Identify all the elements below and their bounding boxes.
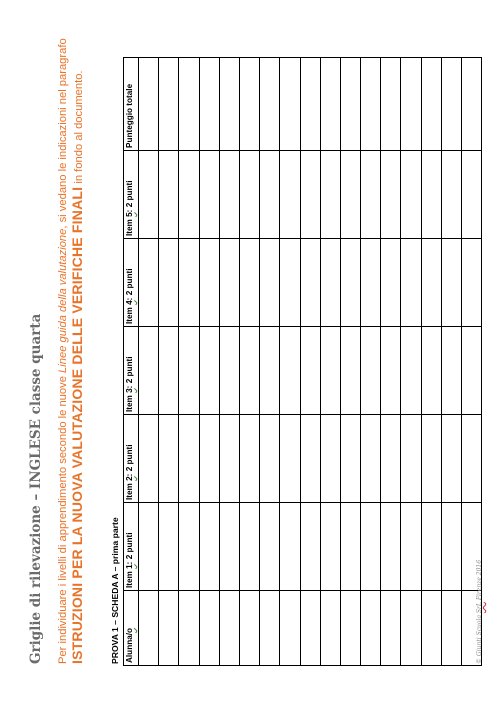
table-cell <box>381 415 401 503</box>
table-cell <box>179 503 199 591</box>
table-cell <box>280 151 300 239</box>
table-cell <box>280 239 300 327</box>
table-cell <box>280 58 300 151</box>
table-row <box>421 58 441 666</box>
table-cell <box>219 327 239 415</box>
intro-text-3: in fondo al documento. <box>73 70 85 187</box>
table-cell <box>361 151 381 239</box>
table-row <box>361 58 381 666</box>
table-cell <box>239 415 259 503</box>
table-cell <box>340 327 360 415</box>
table-row <box>320 58 340 666</box>
table-cell <box>159 327 179 415</box>
header-item-4: Item 4: 2 punti <box>124 239 139 327</box>
table-cell <box>199 327 219 415</box>
table-cell <box>401 415 421 503</box>
table-cell <box>361 591 381 666</box>
header-item-3: Item 3: 2 punti <box>124 327 139 415</box>
table-cell <box>219 151 239 239</box>
table-cell <box>139 239 159 327</box>
table-cell <box>441 327 461 415</box>
table-cell <box>320 591 340 666</box>
table-cell <box>401 327 421 415</box>
table-cell <box>421 58 441 151</box>
table-cell <box>381 503 401 591</box>
table-cell <box>159 58 179 151</box>
table-cell <box>199 151 219 239</box>
table-cell <box>320 327 340 415</box>
table-cell <box>139 151 159 239</box>
table-cell <box>401 239 421 327</box>
table-cell <box>139 415 159 503</box>
table-cell <box>441 591 461 666</box>
table-cell <box>260 503 280 591</box>
table-cell <box>260 151 280 239</box>
table-cell <box>260 415 280 503</box>
table-row <box>340 58 360 666</box>
table-cell <box>340 151 360 239</box>
table-cell <box>179 591 199 666</box>
table-cell <box>199 503 219 591</box>
table-cell <box>159 503 179 591</box>
table-row <box>280 58 300 666</box>
document-title: Griglie di rilevazione – INGLESE classe quarta <box>28 313 44 664</box>
table-cell <box>401 58 421 151</box>
table-cell <box>462 415 482 503</box>
table-row <box>179 58 199 666</box>
table-cell <box>239 151 259 239</box>
table-cell <box>340 239 360 327</box>
table-cell <box>239 239 259 327</box>
table-cell <box>159 151 179 239</box>
table-cell <box>179 239 199 327</box>
table-cell <box>199 58 219 151</box>
table-cell <box>219 58 239 151</box>
table-cell <box>199 415 219 503</box>
table-cell <box>239 503 259 591</box>
table-cell <box>421 151 441 239</box>
table-cell <box>239 591 259 666</box>
table-cell <box>280 327 300 415</box>
table-cell <box>421 415 441 503</box>
table-cell <box>260 591 280 666</box>
table-row <box>441 58 461 666</box>
intro-emphasis: ISTRUZIONI PER LA NUOVA VALUTAZIONE DELLE VERIFICHE FINALI <box>69 186 85 664</box>
table-row <box>199 58 219 666</box>
table-cell <box>260 58 280 151</box>
table-cell <box>179 151 199 239</box>
table-cell <box>219 503 239 591</box>
table-cell <box>280 503 300 591</box>
table-row <box>239 58 259 666</box>
table-cell <box>300 58 320 151</box>
table-cell <box>361 327 381 415</box>
table-cell <box>381 151 401 239</box>
table-cell <box>219 415 239 503</box>
table-cell <box>361 239 381 327</box>
table-cell <box>421 503 441 591</box>
table-cell <box>300 415 320 503</box>
table-cell <box>320 239 340 327</box>
table-cell <box>340 58 360 151</box>
intro-text-1: Per individuare i livelli di apprendimento secondo le nuove <box>57 372 69 664</box>
section-title: PROVA 1 – SCHEDA A – prima parte <box>110 517 120 664</box>
table-cell <box>260 239 280 327</box>
table-cell <box>421 239 441 327</box>
table-cell <box>441 151 461 239</box>
table-cell <box>300 503 320 591</box>
table-cell <box>462 239 482 327</box>
table-cell <box>159 591 179 666</box>
table-cell <box>239 58 259 151</box>
table-cell <box>361 415 381 503</box>
table-cell <box>381 239 401 327</box>
table-cell <box>361 58 381 151</box>
table-cell <box>179 415 199 503</box>
table-cell <box>462 58 482 151</box>
table-cell <box>320 151 340 239</box>
score-grid <box>123 57 482 666</box>
intro-italic-text: Linee guida della valutazione <box>57 228 69 373</box>
table-cell <box>421 591 441 666</box>
table-cell <box>179 327 199 415</box>
table-cell <box>260 327 280 415</box>
table-cell <box>361 503 381 591</box>
table-cell <box>441 239 461 327</box>
table-cell <box>139 58 159 151</box>
intro-text-2: , si vedano le indicazioni nel paragrafo <box>57 38 69 229</box>
table-cell <box>401 503 421 591</box>
rotated-content <box>2 2 498 714</box>
header-row <box>124 58 139 666</box>
table-cell <box>381 58 401 151</box>
table-cell <box>219 591 239 666</box>
grid-body <box>139 58 482 666</box>
table-cell <box>401 151 421 239</box>
table-cell <box>139 503 159 591</box>
table-cell <box>280 415 300 503</box>
table-cell <box>199 239 219 327</box>
table-cell <box>401 591 421 666</box>
table-cell <box>159 415 179 503</box>
table-cell <box>139 327 159 415</box>
table-cell <box>159 239 179 327</box>
table-row <box>401 58 421 666</box>
header-total-score: Punteggio totale <box>124 58 139 151</box>
table-cell <box>300 151 320 239</box>
table-cell <box>441 58 461 151</box>
table-cell <box>219 239 239 327</box>
table-cell <box>381 591 401 666</box>
table-cell <box>381 327 401 415</box>
table-row <box>159 58 179 666</box>
table-row <box>300 58 320 666</box>
table-cell <box>340 503 360 591</box>
table-cell <box>300 591 320 666</box>
copyright-footer: © Giunti Scuola SrL Firenze 2016 <box>476 559 483 664</box>
table-row <box>219 58 239 666</box>
table-cell <box>300 239 320 327</box>
table-cell <box>199 591 219 666</box>
table-cell <box>239 327 259 415</box>
table-cell <box>441 415 461 503</box>
table-cell <box>462 151 482 239</box>
table-cell <box>421 327 441 415</box>
table-cell <box>320 415 340 503</box>
table-cell <box>462 327 482 415</box>
intro-paragraph <box>56 34 86 664</box>
table-cell <box>280 591 300 666</box>
header-item-1: Item 1: 2 punti <box>124 503 139 591</box>
table-cell <box>300 327 320 415</box>
table-cell <box>320 58 340 151</box>
table-cell <box>441 503 461 591</box>
table-cell <box>340 591 360 666</box>
table-row <box>381 58 401 666</box>
header-student: Alunna/o <box>124 591 139 666</box>
table-cell <box>179 58 199 151</box>
table-row <box>260 58 280 666</box>
header-item-5: Item 5: 2 punti <box>124 151 139 239</box>
header-item-2: Item 2: 2 punti <box>124 415 139 503</box>
table-row <box>139 58 159 666</box>
table-cell <box>320 503 340 591</box>
table-cell <box>139 591 159 666</box>
table-cell <box>340 415 360 503</box>
